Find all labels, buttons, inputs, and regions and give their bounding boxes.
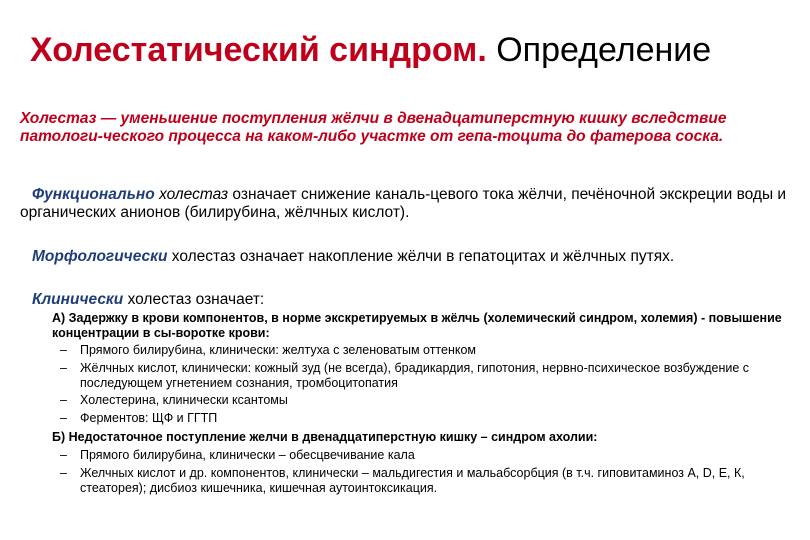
morphological-paragraph [32, 248, 792, 266]
functional-lead: Функционально [32, 186, 155, 203]
clinical-lead: Клинически [32, 291, 124, 308]
list-item: – Прямого билирубина, клинически – обесцвечивание кала [60, 448, 415, 462]
title-sub: Определение [496, 31, 712, 69]
definition-paragraph: Холестаз — уменьшение поступления жёлчи в двенадцатиперстную кишку вследствие патологи-ческого процесса на каком-либо участке от гепа-тоцита до фатерова соска. [20, 110, 727, 145]
morphological-text: холестаз означает накопление жёлчи в гепатоцитах и жёлчных путях. [171, 248, 675, 265]
list-item: – Жёлчных кислот, клинически: кожный зуд (не всегда), брадикардия, гипотония, нервно-психическое возбуждение с последующем угнетением сознания, тромбоцитопатия [60, 361, 750, 390]
clinical-paragraph [32, 291, 792, 309]
clinical-text: холестаз означает: [127, 291, 265, 308]
title-main: Холестатический синдром. [30, 31, 487, 69]
clinical-a-heading: А) Задержку в крови компонентов, в норме экскретируемых в жёлчь (холемический синдром, холемия) - повышение концентрации в сы-воротке крови: [52, 311, 782, 340]
morphological-lead: Морфологически [32, 248, 168, 265]
list-item: – Желчных кислот и др. компонентов, клинически – мальдигестия и мальабсорбция (в т.ч. гиповитаминоз А, D, Е, К, стеаторея); дисбиоз кишечника, кишечная аутоинтоксикация. [60, 466, 745, 495]
functional-text: означает снижение каналь-цевого тока жёлчи, печёночной экскреции воды и органических анионов (билирубина, жёлчных кислот). [20, 186, 787, 221]
functional-paragraph [20, 186, 790, 222]
clinical-b-heading: Б) Недостаточное поступление желчи в двенадцатиперстную кишку – синдром ахолии: [52, 430, 598, 444]
slide-title [30, 30, 711, 70]
list-item: – Прямого билирубина, клинически: желтуха с зеленоватым оттенком [60, 343, 477, 357]
list-item: – Ферментов: ЩФ и ГГТП [60, 411, 218, 425]
functional-lead2: холестаз [159, 186, 229, 203]
list-item: – Холестерина, клинически ксантомы [60, 393, 288, 407]
